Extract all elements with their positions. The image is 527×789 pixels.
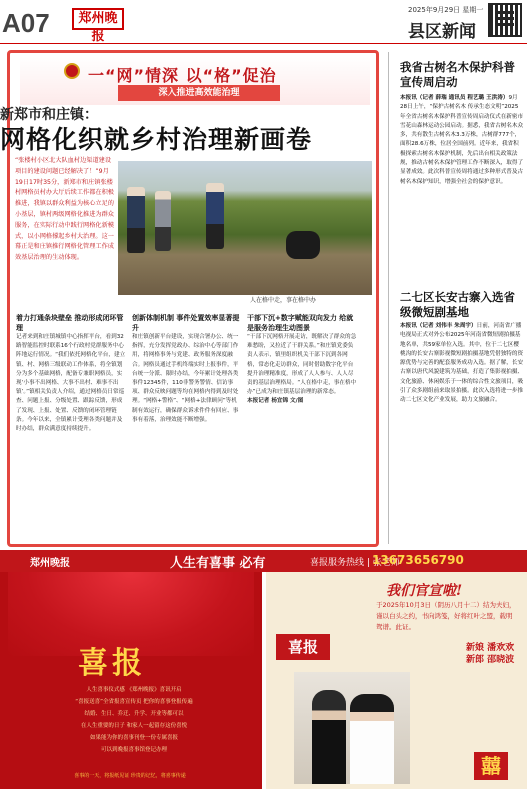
banner-subtitle: 深入推进高效能治理	[118, 85, 280, 101]
person-figure	[206, 183, 224, 249]
issue-date: 2025年9月29日 星期一	[408, 6, 484, 14]
wedding-photo	[294, 672, 410, 784]
person-figure	[127, 187, 145, 253]
byline: 本报记者 杨宜锦 文/图	[247, 398, 304, 405]
ad-line: 可以到晚报喜事馆登记办理	[100, 747, 167, 753]
ad-hotline-label: 喜报服务热线 | 张老师	[310, 558, 400, 568]
feature-photo	[118, 161, 372, 295]
ad-line: “喜报送喜”全省报喜宣传页 把你的喜事登报传遍	[75, 699, 193, 705]
ad-phone: 13673656790	[372, 553, 464, 567]
banner-title: 一“网”情深 以“格”促治	[88, 66, 277, 85]
bride-figure	[350, 694, 394, 784]
story-headline: 我省古树名木保护科普宣传周启动	[400, 60, 515, 89]
page-header	[0, 0, 527, 44]
ad-left-title: 喜报	[78, 646, 146, 681]
column-body: 记者来到和庄镇城镇中心指挥平台，看到32路智能监控时联系16个行政村党群服务中心阵地运行情况。“我们依托网格化平台，建立镇、村、网格三级联动工作体系，将全镇划分为多个基础网格，配备专兼职网格员，实现‘小事不出网格、大事不出村、难事不出镇’。”镇相关负责人介绍，通过网格员日常巡查、问题上报、分级处置、跟踪反馈，形成了发现、上报、处置、反馈的闭环管理链条。今年以来，全镇累计受理各类问题并及时办结，群众满意度持续提升。	[16, 334, 126, 433]
photo-caption: 人在格中走，事在格中办	[250, 297, 317, 304]
ad-line: 在人生重要的日子 和家人一起留存这份喜悦	[80, 723, 188, 729]
feature-headline: 网格化织就乡村治理新画卷	[0, 125, 313, 154]
ad-line: 如果能为你的喜事刊登一份专属喜报	[89, 735, 178, 741]
groom-figure	[312, 690, 346, 784]
wedding-text: 于2025年10月3日（阴历八月十二）结为夫妇，谨以白头之约，书向鸿笺，好将红叶之盟，载明鸳谱。此证。	[376, 601, 516, 631]
party-emblem-icon	[64, 63, 80, 79]
feature-banner	[20, 57, 370, 105]
ad-bar	[0, 550, 527, 572]
feature-intro: “张楼村小区北大队血村边渠道建设项目的建设问题已经解决了！”9月19日17时35分，新郑市和庄镇张楼村网格员村办大厅后续工作都在积极推进，我镇以群众利益为核心立足的小基层，镇村两级网格化推进为群众服务，在实际行动中践行网格化新模式，以小网格撑起乡村大治理。这一幕正是和庄镇推行网格化管理工作成效基层治理的生动体现。	[15, 157, 114, 262]
ad-left-panel	[0, 572, 262, 789]
column-body: 和庄镇创新平台建设，实现合署办公、统一指挥，充分发挥党政办、综治中心等部门作用，将网格事务与党建、政务服务深度融合。网格员通过手机终端实时上报事件，平台统一分派、限时办结，今年累计处理各类事件12345件，110非警务警情、信访事项、群众反映问题等均在网格内得到及时处理。“网格+警格”、“网格+法律顾问”等机制有效运行，确保群众诉求件件有回应、事事有着落，治理效能不断增强。	[132, 334, 239, 423]
column-heading: 着力打通条块壁垒 推动形成闭环管理	[16, 314, 124, 332]
column-heading: 干部下沉+数字赋能双向发力 给就是服务治理生动图景	[247, 314, 354, 332]
column-divider	[388, 52, 389, 544]
section-title: 县区新闻	[408, 22, 476, 42]
ad-right-panel	[266, 572, 527, 789]
story-text: 日前，河南省广播电视局正式对外公布2025年河南省微短剧拍摄基地名单，共59家单位入选。其中，位于二七区樱桃沟的长安古寨影视微短剧拍摄基地凭借独特的资源优势与完善的配套服务成功入选。据了解，长安古寨以唐代风貌建筑为基础，打造了集影视拍摄、文化旅游、休闲娱乐于一体的综合性文旅项目，吸引了众多剧组前来取景拍摄。此次入选将进一步推动二七区文化产业发展，助力文旅融合。	[400, 323, 524, 404]
column-body: “干部下沉网格开展走访，既解决了群众的急难愁盼，又拉近了干群关系。”和庄镇党委负责人表示，镇里组织机关干部下沉到各网格，常态化走访群众，同时借助数字化平台提升治理精准度，形成了人人参与、人人尽责的基层治理格局。“人在格中走，事在格中办”已成为和庄镇基层治理的新常态。	[247, 334, 357, 396]
bride-name: 新娘 潘欢欢	[466, 643, 515, 653]
person-figure	[286, 231, 320, 259]
ad-line: 人生喜事仪式感 《郑州晚报》喜讯开启	[86, 687, 182, 693]
paper-logo: 郑州晚报	[72, 8, 124, 30]
wedding-greeting: 我们官宣啦!	[386, 583, 463, 599]
article-column	[247, 313, 357, 535]
story-byline: 本报讯（记者 薛瑞 通讯员 程艺璐 王洪涛）	[400, 95, 509, 101]
story-headline: 二七区长安古寨入选省级微短剧基地	[400, 290, 515, 319]
wedding-ad	[0, 550, 527, 789]
couple-names	[466, 642, 516, 666]
ad-left-lines	[34, 684, 234, 756]
story-body	[400, 322, 524, 544]
qr-code-icon	[488, 3, 522, 37]
double-happiness-icon: 囍	[474, 752, 508, 780]
story-text: 9月28日上午，“保护古树名木 传承生态文明”2025年全省古树名木保护科普宣传周启动仪式在新密市雪花山森林运动公园启动。据悉，我省古树名木众多，共有散生古树名木3.3万株，古树群777个，面积28.6万株，位居全国前列。近年来，我省积极探索古树名木保护机制，先后出台相关政策法规，推动古树名木保护管理工作不断深入，取得了显著成效。此次科普宣传周将通过多种形式普及古树名木保护知识，增强全社会的保护意识。	[400, 95, 524, 185]
article-column	[132, 313, 242, 535]
ad-slogan: 人生有喜事 必有	[170, 556, 266, 571]
groom-name: 新郎 邵晓波	[466, 655, 515, 665]
page-number: A07	[2, 8, 50, 38]
feature-kicker: 新郑市和庄镇：	[0, 107, 98, 123]
wedding-stamp: 喜报	[276, 634, 330, 660]
ad-paper-name: 郑州晚报	[30, 558, 70, 569]
story-body	[400, 94, 524, 284]
ad-left-footer: 喜事的一天，将报纸见证 珍贵的记忆，将喜事传递	[74, 773, 186, 779]
ad-line: 结婚、生日、乔迁、升学、开业等都可以	[84, 711, 184, 717]
column-heading: 创新体制机制 事件处置效率显著提升	[132, 314, 240, 332]
story-byline: 本报讯（记者 刘伟丰 朱周宇）	[400, 323, 477, 329]
article-column	[16, 313, 126, 535]
person-figure	[155, 191, 171, 251]
